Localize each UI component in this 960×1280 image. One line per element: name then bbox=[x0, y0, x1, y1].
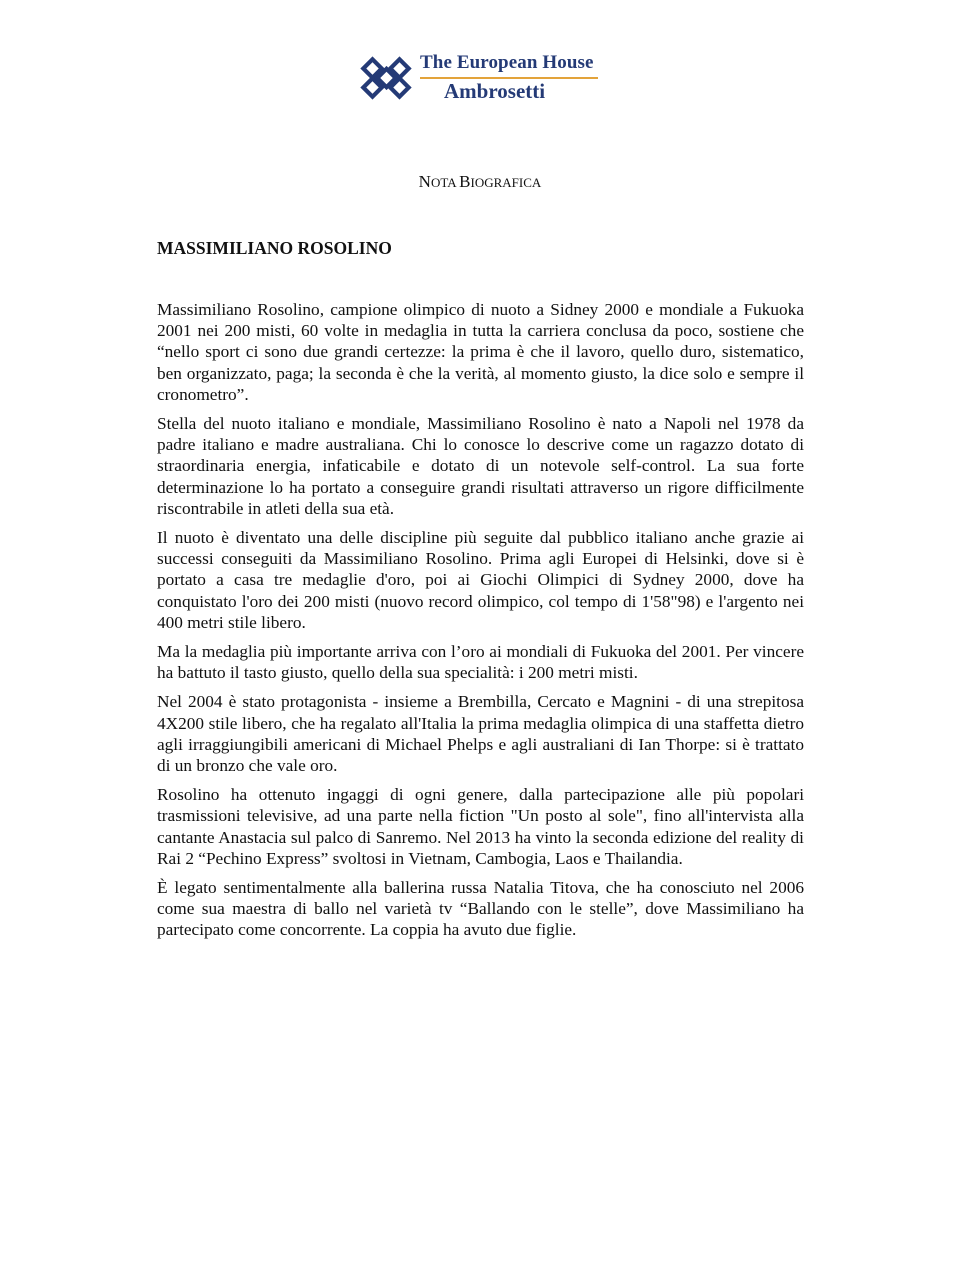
logo-text-line2: Ambrosetti bbox=[444, 79, 546, 103]
title-rest-2: IOGRAFICA bbox=[470, 175, 542, 190]
person-name: MASSIMILIANO ROSOLINO bbox=[157, 238, 392, 258]
bio-paragraph: Rosolino ha ottenuto ingaggi di ogni genere, dalla partecipazione alle più popolari trasmissioni televisive, ad una parte nella fiction "Un posto al sole", fino all'intervista alla cantante Anastacia sul palco di Sanremo. Nel 2013 ha vinto la seconda edizione del reality di Rai 2 “Pechino Express” svoltosi in Vietnam, Cambogia, Laos e Thailandia. bbox=[157, 785, 804, 868]
bio-paragraph: È legato sentimentalmente alla ballerina russa Natalia Titova, che ha conosciuto nel 2006 come sua maestra di ballo nel varietà tv “Ballando con le stelle”, dove Massimiliano ha partecipato come concorrente. La coppia ha avuto due figlie. bbox=[157, 878, 804, 940]
document-title bbox=[0, 172, 960, 192]
company-logo bbox=[360, 52, 610, 104]
bio-paragraph: Stella del nuoto italiano e mondiale, Massimiliano Rosolino è nato a Napoli nel 1978 da padre italiano e madre australiana. Chi lo conosce lo descrive come un ragazzo dotato di straordinaria energia, infaticabile e dotato di un notevole self-control. La sua forte determinazione lo ha portato a conseguire grandi risultati attraverso un rigore difficilmente riscontrabile in atleti della sua età. bbox=[157, 414, 804, 518]
title-initial-b: B bbox=[459, 172, 471, 191]
bio-paragraph: Nel 2004 è stato protagonista - insieme a Brembilla, Cercato e Magnini - di una strepitosa 4X200 stile libero, che ha regalato all'Italia la prima medaglia olimpica di una staffetta dietro agli irraggiungibili americani di Michael Phelps e agli australiani di Ian Thorpe: si è trattato di un bronzo che vale oro. bbox=[157, 692, 804, 776]
biography-body bbox=[157, 299, 804, 949]
title-rest-1: OTA bbox=[430, 175, 460, 190]
bio-paragraph: Il nuoto è diventato una delle discipline più seguite dal pubblico italiano anche grazie ai successi conseguiti da Massimiliano Rosolino. Prima agli Europei di Helsinki, dove si è portato a casa tre medaglie d'oro, poi ai Giochi Olimpici di Sydney 2000, dove ha conquistato l'oro dei 200 misti (nuovo record olimpico, col tempo di 1'58"98) e l'argento nei 400 metri stile libero. bbox=[157, 528, 804, 632]
logo-text-line1: The European House bbox=[420, 52, 594, 73]
interlocking-squares-icon bbox=[360, 56, 412, 100]
bio-paragraph: Massimiliano Rosolino, campione olimpico di nuoto a Sidney 2000 e mondiale a Fukuoka 2001 nei 200 misti, 60 volte in medaglia in tutta la carriera conclusa da poco, sostiene che “nello sport ci sono due grandi certezze: la prima è che il lavoro, quello duro, sistematico, ben organizzato, paga; la seconda è che la verità, al momento giusto, la dice solo e sempre il cronometro”. bbox=[157, 300, 804, 404]
bio-paragraph: Ma la medaglia più importante arriva con l’oro ai mondiali di Fukuoka del 2001. Per vincere ha battuto il tasto giusto, quello della sua specialità: i 200 metri misti. bbox=[157, 642, 804, 683]
title-initial-n: N bbox=[418, 172, 431, 191]
